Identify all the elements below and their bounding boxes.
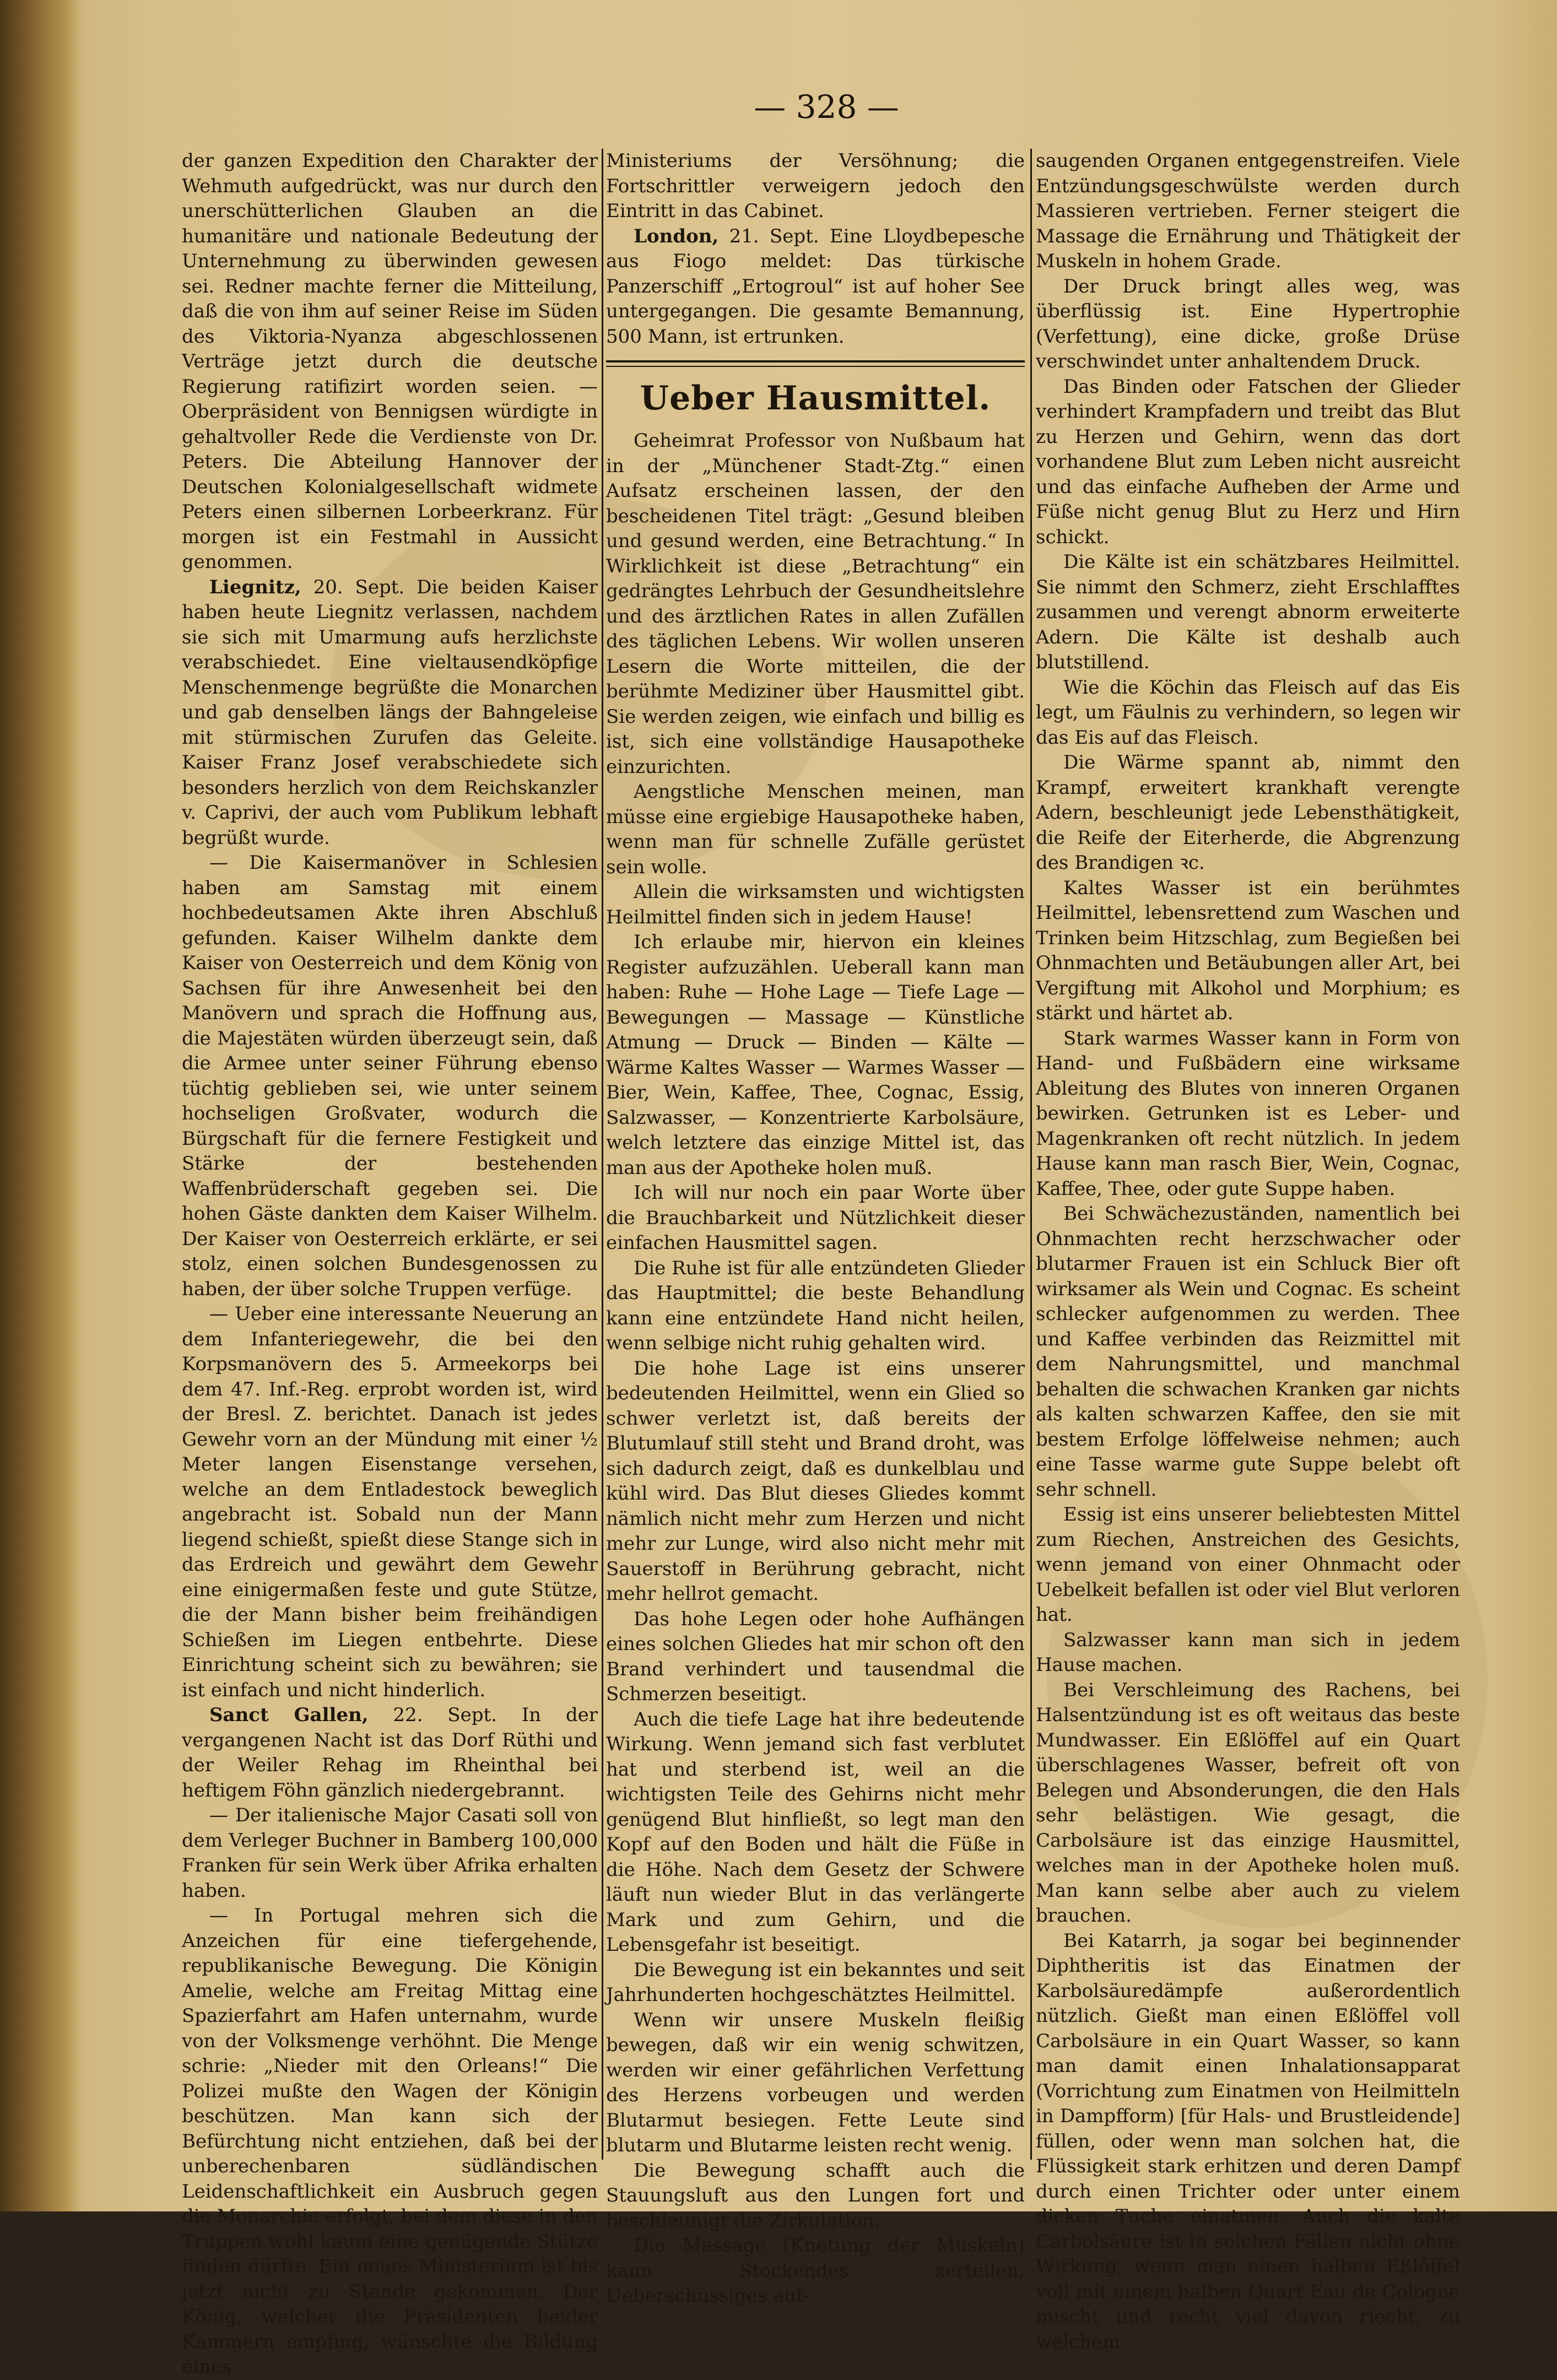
paragraph: [606, 1607, 1025, 1707]
paragraph: [606, 1707, 1025, 1958]
paragraph-text: der ganzen Expedition den Charakter der Wehmuth aufgedrückt, was nur durch den unerschütterlichen Glauben an die humanitäre und nationale Bedeutung der Unternehmung zu überwinden gewesen sei. Redner machte ferner die Mitteilung, daß die von ihm auf seiner Reise im Süden des Viktoria-Nyanza abgeschlossenen Verträge jetzt durch die deutsche Regierung ratifizirt worden seien. — Oberpräsident von Bennigsen würdigte in gehaltvoller Rede die Verdienste von Dr. Peters. Die Abteilung Hannover der Deutschen Kolonialgesellschaft widmete Peters einen silbernen Lorbeerkranz. Für morgen ist ein Festmahl in Aussicht genommen.: [182, 150, 598, 573]
paragraph: [182, 851, 598, 1302]
paragraph: [182, 1302, 598, 1703]
paragraph: [1036, 149, 1460, 274]
paragraph-text: Das hohe Legen oder hohe Aufhängen eines solchen Gliedes hat mir schon oft den Brand verhindert und tausendmal die Schmerzen beseitigt.: [606, 1608, 1025, 1705]
paragraph-text: Die Bewegung ist ein bekanntes und seit Jahrhunderten hochgeschätztes Heilmittel.: [606, 1959, 1025, 2006]
paragraph-text: Die Kälte ist ein schätzbares Heilmittel. Sie nimmt den Schmerz, zieht Erschlafftes zusammen und verengt abnorm erweiterte Adern. Die Kälte ist deshalb auch blutstillend.: [1036, 551, 1460, 673]
paragraph: [182, 149, 598, 575]
page-number: — 328 —: [754, 88, 899, 126]
paragraph: [606, 930, 1025, 1181]
paragraph: [1036, 1929, 1460, 2355]
paragraph: [606, 1958, 1025, 2008]
paragraph-text: Auch die tiefe Lage hat ihre bedeutende Wirkung. Wenn jemand sich fast verblutet hat und sterbend ist, weil an die wichtigsten Teile des Gehirns nicht mehr genügend Blut hinfließt, so legt man den Kopf auf den Boden und hält die Füße in die Höhe. Nach dem Gesetz der Schwere läuft nun wieder Blut in das verlängerte Mark und zum Gehirn, und die Lebensgefahr ist beseitigt.: [606, 1708, 1025, 1956]
paragraph: [182, 1903, 598, 2380]
paragraph: [1036, 876, 1460, 1026]
paragraph-text: 20. Sept. Die beiden Kaiser haben heute Liegnitz verlassen, nachdem sie sich mit Umarmung aufs herzlichste verabschiedet. Eine vieltausendköpfige Menschenmenge begrüßte die Monarchen und gab denselben längs der Bahngeleise mit stürmischen Zurufen das Geleite. Kaiser Franz Josef verabschiedete sich besonders herzlich von dem Reichskanzler v. Caprivi, der auch vom Publikum lebhaft begrüßt wurde.: [182, 576, 598, 849]
paragraph-text: Ministeriums der Versöhnung; die Fortschrittler verweigern jedoch den Eintritt in das Cabinet.: [606, 150, 1025, 222]
paragraph: [1036, 750, 1460, 876]
paragraph-text: Die Wärme spannt ab, nimmt den Krampf, erweitert krankhaft verengte Adern, beschleunigt jede Lebensthätigkeit, die Reife der Eiterherde, die Abgrenzung des Brandigen ꝛc.: [1036, 751, 1460, 874]
paragraph-text: 21. Sept. Eine Lloydbepesche aus Fiogo meldet: Das türkische Panzerschiff „Ertogroul“ ist auf hoher See untergegangen. Die gesamte Bemannung, 500 Mann, ist ertrunken.: [606, 225, 1025, 348]
column-rule: [602, 149, 603, 2160]
paragraph-text: Die Bewegung schafft auch die Stauungsluft aus den Lungen fort und beschleunigt die Zirkulation.: [606, 2159, 1025, 2232]
paragraph-text: Kaltes Wasser ist ein berühmtes Heilmittel, lebensrettend zum Waschen und Trinken beim Hitzschlag, zum Begießen bei Ohnmachten und Betäubungen aller Art, bei Vergiftung mit Alkohol und Morphium; es stärkt und härtet ab.: [1036, 877, 1460, 1024]
paragraph: [1036, 375, 1460, 550]
paragraph-text: Das Binden oder Fatschen der Glieder verhindert Krampfadern und treibt das Blut zu Herzen und Gehirn, wenn das dort vorhandene Blut zum Leben nicht ausreicht und das einfache Aufheben der Arme und Füße nicht genug Blut zu Herz und Hirn schickt.: [1036, 375, 1460, 548]
paragraph-text: Bei Verschleimung des Rachens, bei Halsentzündung ist es oft weitaus das beste Mundwasser. Ein Eßlöffel auf ein Quart überschlagenes Wasser, befreit oft von Belegen und Absonderungen, die den Hals sehr belästigen. Wie gesagt, die Carbolsäure ist das einzige Hausmittel, welches man in der Apotheke holen muß. Man kann selbe aber auch zu vielem brauchen.: [1036, 1679, 1460, 1927]
page-binding-shadow: [0, 0, 83, 2211]
paragraph: [606, 2008, 1025, 2159]
paragraph-text: Ich erlaube mir, hiervon ein kleines Register aufzuzählen. Ueberall kann man haben: Ruhe — Hohe Lage — Tiefe Lage — Bewegungen — Massage — Künstliche Atmung — Druck — Binden — Kälte — Wärme Kaltes Wasser — Warmes Wasser — Bier, Wein, Kaffee, Thee, Cognac, Essig, Salzwasser, — Konzentrierte Karbolsäure, welch letztere das einzige Mittel ist, das man aus der Apotheke holen muß.: [606, 931, 1025, 1179]
column-1: [182, 149, 598, 2378]
paragraph: [1036, 1502, 1460, 1628]
paragraph: [606, 429, 1025, 780]
column-2-news: [606, 149, 1025, 349]
paragraph-text: Wie die Köchin das Fleisch auf das Eis legt, um Fäulnis zu verhindern, so legen wir das Eis auf das Fleisch.: [1036, 676, 1460, 749]
paragraph: [1036, 274, 1460, 375]
column-rule: [1030, 149, 1032, 2160]
article-body: [606, 429, 1025, 2309]
paragraph-text: 22. Sept. In der vergangenen Nacht ist das Dorf Rüthi und der Weiler Rehag im Rheinthal bei heftigem Föhn gänzlich niedergebrannt.: [182, 1704, 598, 1802]
paragraph: [1036, 675, 1460, 751]
paragraph: [1036, 550, 1460, 675]
dateline-place: Sanct Gallen,: [209, 1704, 369, 1726]
paragraph: [606, 1181, 1025, 1256]
paragraph: [606, 224, 1025, 350]
paragraph-text: Aengstliche Menschen meinen, man müsse eine ergiebige Hausapotheke haben, wenn man für schnelle Zufälle gerüstet sein wolle.: [606, 781, 1025, 878]
paragraph: [1036, 1026, 1460, 1202]
paragraph-text: Essig ist eins unserer beliebtesten Mittel zum Riechen, Anstreichen des Gesichts, wenn jemand von einer Ohnmacht oder Uebelkeit befallen ist oder viel Blut verloren hat.: [1036, 1503, 1460, 1626]
paragraph: [1036, 1678, 1460, 1929]
paragraph-text: Die Massage (Knetung der Muskeln) kann Stockendes zerteilen, Ueberschüssiges auf-: [606, 2235, 1025, 2307]
paragraph-text: Die hohe Lage ist eins unserer bedeutenden Heilmittel, wenn ein Glied so schwer verletzt ist, daß bereits der Blutumlauf still steht und Brand droht, was sich dadurch zeigt, daß es dunkelblau und kühl wird. Das Blut dieses Gliedes kommt nämlich nicht mehr zum Herzen und nicht mehr zur Lunge, wird also nicht mehr mit Sauerstoff in Berührung gebracht, nicht mehr hellrot gemacht.: [606, 1357, 1025, 1605]
paragraph-text: Der Druck bringt alles weg, was überflüssig ist. Eine Hypertrophie (Verfettung), eine dicke, große Drüse verschwindet unter anhaltendem Druck.: [1036, 275, 1460, 372]
paragraph-text: saugenden Organen entgegenstreifen. Viele Entzündungsgeschwülste werden durch Massieren vertrieben. Ferner steigert die Massage die Ernährung und Thätigkeit der Muskeln in hohem Grade.: [1036, 150, 1460, 272]
paragraph-text: — Die Kaisermanöver in Schlesien haben am Samstag mit einem hochbedeutsamen Akte ihren Abschluß gefunden. Kaiser Wilhelm dankte dem Kaiser von Oesterreich und dem König von Sachsen für ihre Anwesenheit bei den Manövern und sprach die Hoffnung aus, die Majestäten würden überzeugt sein, daß die Armee unter seiner Führung ebenso tüchtig geblieben sei, wie unter seinem hochseligen Großvater, wodurch die Bürgschaft für die fernere Festigkeit und Stärke der bestehenden Waffenbrüderschaft gegeben sei. Die hohen Gäste dankten dem Kaiser Wilhelm. Der Kaiser von Oesterreich erklärte, er sei stolz, einen solchen Bundesgenossen zu haben, der über solche Truppen verfüge.: [182, 852, 598, 1300]
paragraph: [1036, 1202, 1460, 1502]
paragraph: [182, 1803, 598, 1903]
section-divider: [606, 360, 1025, 367]
dateline-place: Liegnitz,: [209, 576, 301, 598]
paragraph-text: Bei Schwächezuständen, namentlich bei Ohnmachten recht herzschwacher oder blutarmer Frauen ist ein Schluck Bier oft wirksamer als Wein und Cognac. Es scheint schlecker aufgenommen zu werden. Thee und Kaffee verbinden das Reizmittel mit dem Nahrungsmittel, und manchmal behalten die schwachen Kranken gar nichts als kalten schwarzen Kaffee, den sie mit bestem Erfolge löffelweise nehmen; auch eine Tasse warme gute Suppe belebt oft sehr schnell.: [1036, 1203, 1460, 1501]
dateline-place: London,: [634, 225, 719, 247]
paragraph-text: Die Ruhe ist für alle entzündeten Glieder das Hauptmittel; die beste Behandlung kann eine entzündete Hand nicht heilen, wenn selbige nicht ruhig gehalten wird.: [606, 1257, 1025, 1354]
column-2: [606, 149, 1025, 2307]
paragraph: [606, 1356, 1025, 1607]
paragraph-text: Allein die wirksamsten und wichtigsten Heilmittel finden sich in jedem Hause!: [606, 881, 1025, 928]
article-title: Ueber Hausmittel.: [640, 379, 991, 418]
paragraph-text: Bei Katarrh, ja sogar bei beginnender Diphtheritis ist das Einatmen der Karbolsäuredämpfe außerordentlich nützlich. Gießt man einen Eßlöffel voll Carbolsäure in ein Quart Wasser, so kann man damit einen Inhalationsapparat (Vorrichtung zum Einatmen von Heilmitteln in Dampfform) [für Hals- und Brustleidende] füllen, oder wenn man solchen hat, die Flüssigkeit stark erhitzen und deren Dampf durch einen Trichter oder unter einem dicken Tuche einatmen. Auch die kalte Carbolsäure ist in solchen Fällen nicht ohne Wirkung, wenn man einen halben Eßlöffel voll mit einem halben Quart Eau de Cologne mischt und recht viel davon riecht, zu welchem: [1036, 1929, 1460, 2353]
column-3: [1036, 149, 1460, 2353]
paragraph: [182, 575, 598, 851]
paragraph: [606, 780, 1025, 880]
paragraph: [606, 880, 1025, 930]
paragraph: [606, 2159, 1025, 2234]
paragraph: [606, 149, 1025, 224]
paragraph: [606, 1256, 1025, 1356]
paragraph-text: — Der italienische Major Casati soll von dem Verleger Buchner in Bamberg 100,000 Franken für sein Werk über Afrika erhalten haben.: [182, 1804, 598, 1902]
paragraph: [606, 2233, 1025, 2309]
paragraph-text: Ich will nur noch ein paar Worte über die Brauchbarkeit und Nützlichkeit dieser einfachen Hausmittel sagen.: [606, 1182, 1025, 1254]
paragraph: [182, 1703, 598, 1803]
paragraph-text: Wenn wir unsere Muskeln fleißig bewegen, daß wir ein wenig schwitzen, werden wir einer gefährlichen Verfettung des Herzens vorbeugen und werden Blutarmut besiegen. Fette Leute sind blutarm und Blutarme leisten recht wenig.: [606, 2009, 1025, 2156]
paragraph-text: — In Portugal mehren sich die Anzeichen für eine tiefergehende, republikanische Bewegung. Die Königin Amelie, welche am Freitag Mittag eine Spazierfahrt am Hafen unternahm, wurde von der Volksmenge verhöhnt. Die Menge schrie: „Nieder mit den Orleans!“ Die Polizei mußte den Wagen der Königin beschützen. Man kann sich der Befürchtung nicht entziehen, daß bei der unberechenbaren südländischen Leidenschaftlichkeit ein Ausbruch gegen die Monarchie erfolgt, bei dem diese in den Truppen wohl kaum eine genügende Stütze finden dürfte. Ein neues Ministerium ist bis jetzt nicht zu Stande gekommen. Der König, welcher die Präsidenten beider Kammern empfing, wünschte die Bildung eines: [182, 1905, 598, 2378]
paragraph-text: Salzwasser kann man sich in jedem Hause machen.: [1036, 1629, 1460, 1676]
paragraph: [1036, 1628, 1460, 1678]
paragraph-text: Stark warmes Wasser kann in Form von Hand- und Fußbädern eine wirksame Ableitung des Blutes von inneren Organen bewirken. Getrunken ist es Leber- und Magenkranken oft recht nützlich. In jedem Hause kann man rasch Bier, Wein, Cognac, Kaffee, Thee, oder gute Suppe haben.: [1036, 1027, 1460, 1200]
paragraph-text: — Ueber eine interessante Neuerung an dem Infanteriegewehr, die bei den Korpsmanövern des 5. Armeekorps bei dem 47. Inf.-Reg. erprobt worden ist, wird der Bresl. Z. berichtet. Danach ist jedes Gewehr vorn an der Mündung mit einer ½ Meter langen Eisenstange versehen, welche an dem Entladestock beweglich angebracht ist. Sobald nun der Mann liegend schießt, spießt diese Stange sich in das Erdreich und gewährt dem Gewehr eine einigermaßen feste und gute Stütze, die der Mann bisher beim freihändigen Schießen im Liegen entbehrte. Diese Einrichtung scheint sich zu bewähren; sie ist einfach und nicht hinderlich.: [182, 1303, 598, 1701]
paragraph-text: Geheimrat Professor von Nußbaum hat in der „Münchener Stadt-Ztg.“ einen Aufsatz erscheinen lassen, der den bescheidenen Titel trägt: „Gesund bleiben und gesund werden, eine Betrachtung.“ In Wirklichkeit ist diese „Betrachtung“ ein gedrängtes Lehrbuch der Gesundheitslehre und des ärztlichen Rates in allen Zufällen des täglichen Lebens. Wir wollen unseren Lesern die Worte mitteilen, die der berühmte Mediziner über Hausmittel gibt. Sie werden zeigen, wie einfach und billig es ist, sich eine vollständige Hausapotheke einzurichten.: [606, 430, 1025, 778]
